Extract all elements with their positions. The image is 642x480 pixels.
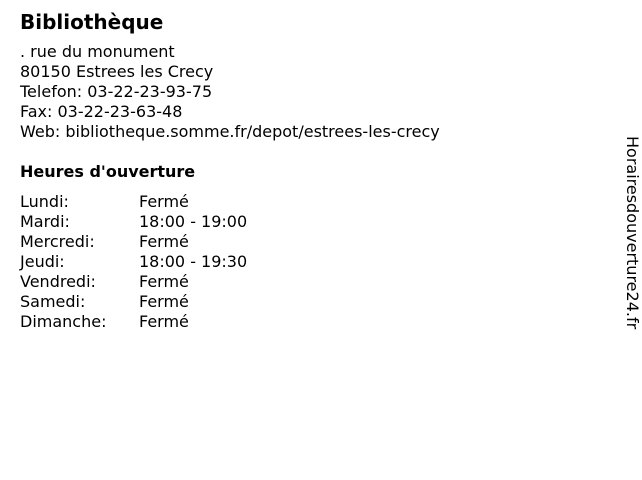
address-city: 80150 Estrees les Crecy	[20, 62, 214, 81]
day-label: Vendredi:	[20, 272, 96, 291]
address-street: . rue du monument	[20, 42, 175, 61]
hours-value: 18:00 - 19:00	[139, 212, 248, 231]
site-watermark: Horairesdouverture24.fr	[623, 136, 642, 330]
day-label: Dimanche:	[20, 312, 107, 331]
hours-row-wednesday	[20, 232, 440, 252]
hours-row-sunday	[20, 312, 440, 332]
day-label: Mardi:	[20, 212, 70, 231]
venue-card	[20, 10, 440, 332]
phone-number: Telefon: 03-22-23-93-75	[20, 82, 213, 101]
day-label: Samedi:	[20, 292, 86, 311]
hours-value: Fermé	[139, 192, 189, 211]
opening-hours-table	[20, 192, 440, 332]
hours-value: Fermé	[139, 232, 189, 251]
day-label: Mercredi:	[20, 232, 95, 251]
hours-row-thursday	[20, 252, 440, 272]
website-line: Web: bibliotheque.somme.fr/depot/estrees-les-crecy	[20, 122, 440, 141]
hours-value: Fermé	[139, 312, 189, 331]
hours-value: Fermé	[139, 292, 189, 311]
hours-value: Fermé	[139, 272, 189, 291]
hours-row-friday	[20, 272, 440, 292]
day-label: Jeudi:	[20, 252, 65, 271]
hours-row-monday	[20, 192, 440, 212]
opening-hours-title: Heures d'ouverture	[20, 162, 196, 181]
fax-number: Fax: 03-22-23-63-48	[20, 102, 183, 121]
venue-name: Bibliothèque	[20, 10, 164, 34]
day-label: Lundi:	[20, 192, 69, 211]
hours-value: 18:00 - 19:30	[139, 252, 248, 271]
hours-row-saturday	[20, 292, 440, 312]
hours-row-tuesday	[20, 212, 440, 232]
